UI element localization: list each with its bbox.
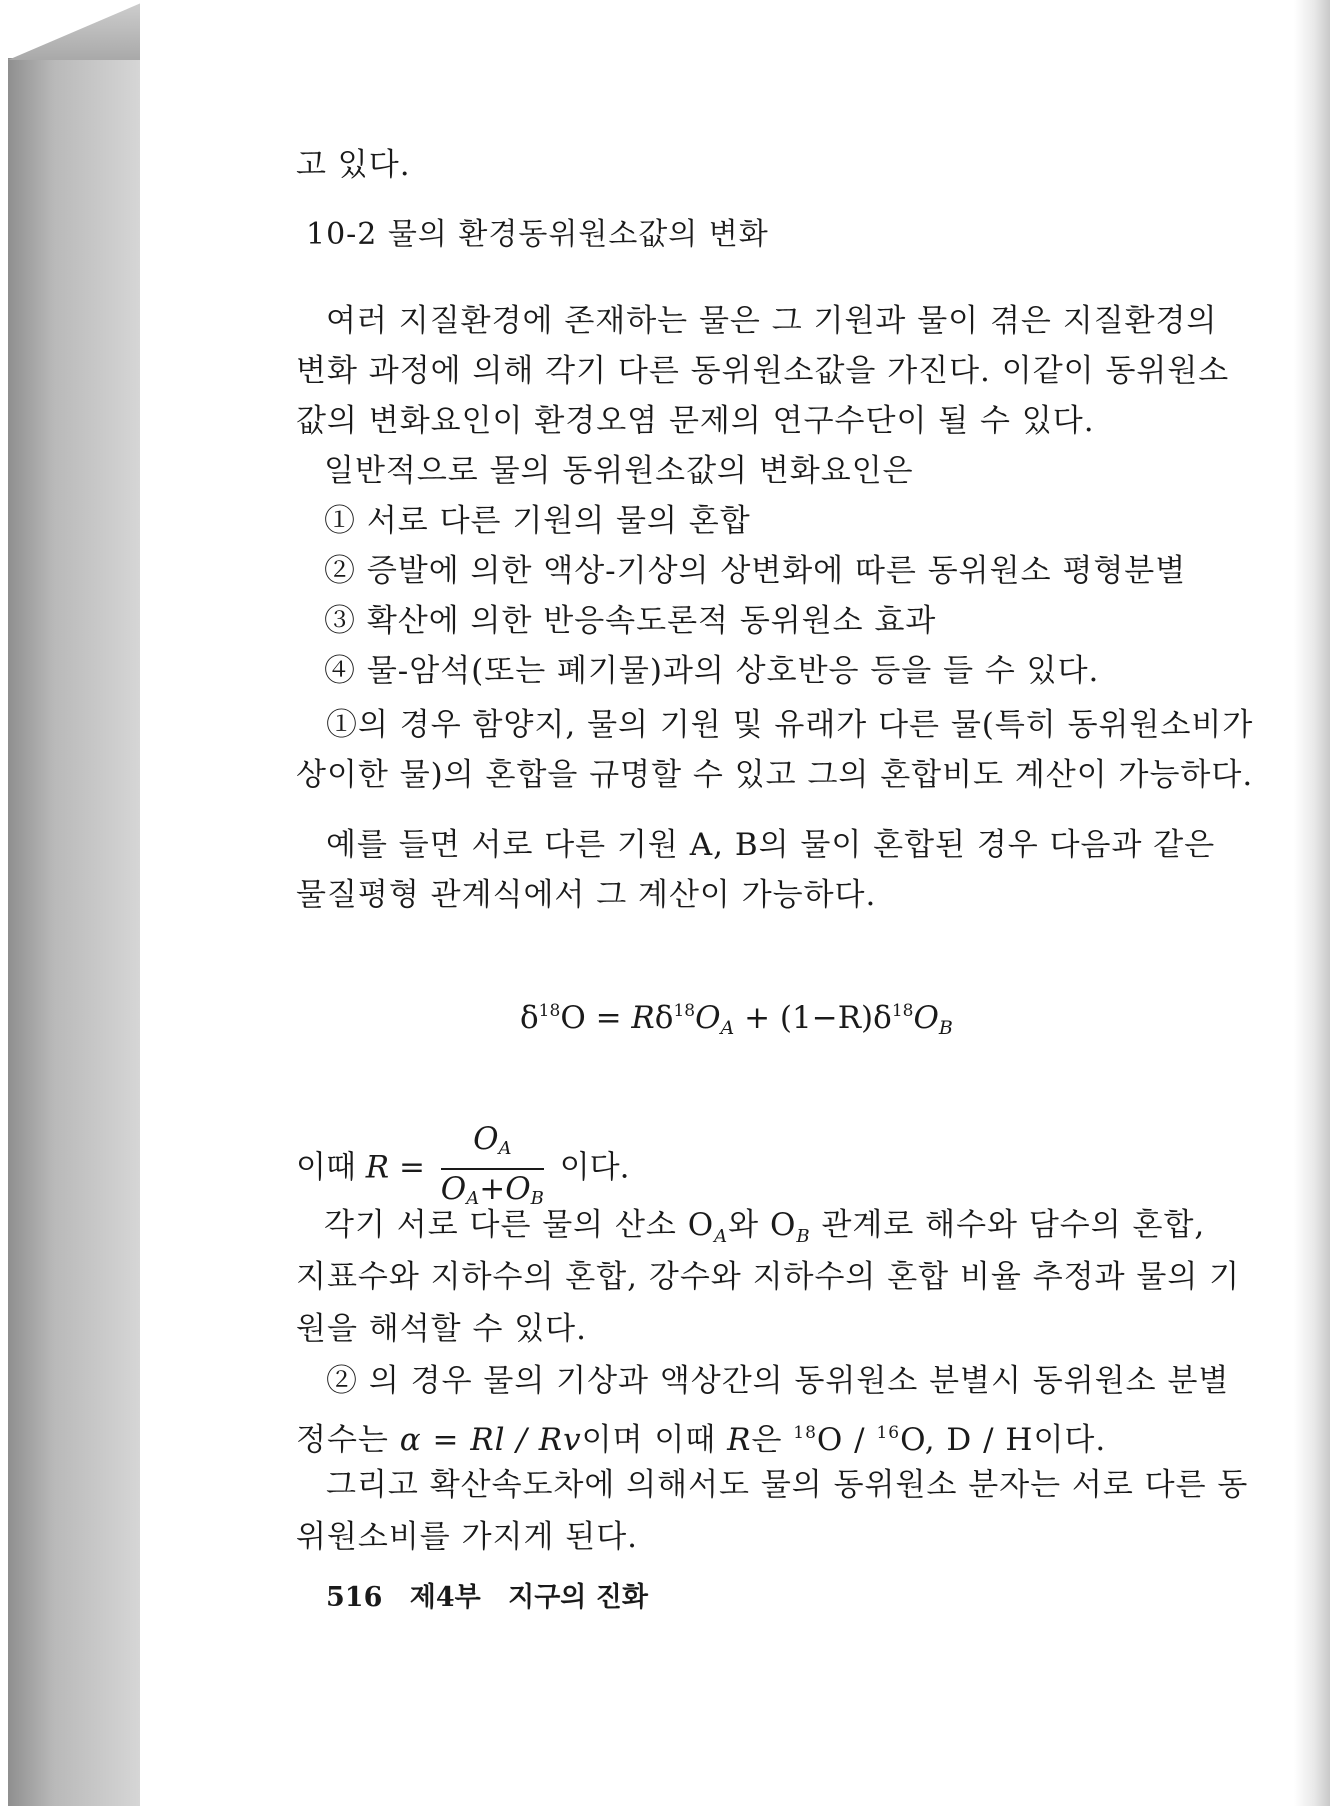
paragraph-line: 정수는 α = Rl / Rv이며 이때 R은 $^{18}$O / $^{16}$O, D / H이다. [296,1422,1107,1458]
paragraph-line: 그리고 확산속도차에 의해서도 물의 동위원소 분자는 서로 다른 동 [326,1467,1249,1503]
fraction: $\frac{O_A}{O_A+O_B}$ [440,1121,544,1209]
paragraph-line: 물질평형 관계식에서 그 계산이 가능하다. [296,877,877,913]
fraction-definition: 이때 R = $\frac{O_A}{O_A+O_B}$ 이다. [296,1120,629,1218]
page-footer [326,1575,666,1614]
paragraph-line: ② 의 경우 물의 기상과 액상간의 동위원소 분별시 동위원소 분별 [326,1363,1230,1399]
paragraph-line: 변화 과정에 의해 각기 다른 동위원소값을 가진다. 이같이 동위원소 [296,353,1230,389]
paragraph-line: 일반적으로 물의 동위원소값의 변화요인은 [324,453,914,489]
paragraph-line: 상이한 물)의 혼합을 규명할 수 있고 그의 혼합비도 계산이 가능하다. [296,757,1254,793]
mass-balance-equation: $\delta^{18}O = R\delta^{18}O_A + (1-R)\delta^{18}O_B$ [520,1000,953,1039]
paragraph-line: 위원소비를 가지게 된다. [296,1519,639,1555]
paragraph-line: 예를 들면 서로 다른 기원 A, B의 물이 혼합된 경우 다음과 같은 [326,827,1216,863]
list-item: ② 증발에 의한 액상-기상의 상변화에 따른 동위원소 평형분별 [324,553,1187,589]
continuation-line: 고 있다. [296,147,411,183]
paragraph-line: ①의 경우 함양지, 물의 기원 및 유래가 다른 물(특히 동위원소비가 [326,707,1254,743]
list-item: ① 서로 다른 기원의 물의 혼합 [324,503,751,539]
list-item: ④ 물-암석(또는 폐기물)과의 상호반응 등을 들 수 있다. [324,653,1100,689]
book-side-edge [8,58,140,1806]
chapter-title: 지구의 진화 [508,1582,648,1613]
paragraph-line: 여러 지질환경에 존재하는 물은 그 기원과 물이 겪은 지질환경의 [326,303,1218,339]
book-top-edge [8,0,148,60]
section-heading: 10-2 물의 환경동위원소값의 변화 [306,217,769,252]
page-number: 516 [326,1582,383,1613]
paragraph-line: 값의 변화요인이 환경오염 문제의 연구수단이 될 수 있다. [296,403,1095,439]
page-right-shadow [1294,0,1330,1806]
paragraph-line: 원을 해석할 수 있다. [296,1311,587,1347]
paragraph-line: 각기 서로 다른 물의 산소 $O_A$와 $O_B$ 관계로 해수와 담수의 혼합, [324,1207,1206,1248]
paragraph-line: 지표수와 지하수의 혼합, 강수와 지하수의 혼합 비율 추정과 물의 기 [296,1259,1241,1295]
list-item: ③ 확산에 의한 반응속도론적 동위원소 효과 [324,603,937,639]
part-label: 제4부 [409,1582,481,1613]
